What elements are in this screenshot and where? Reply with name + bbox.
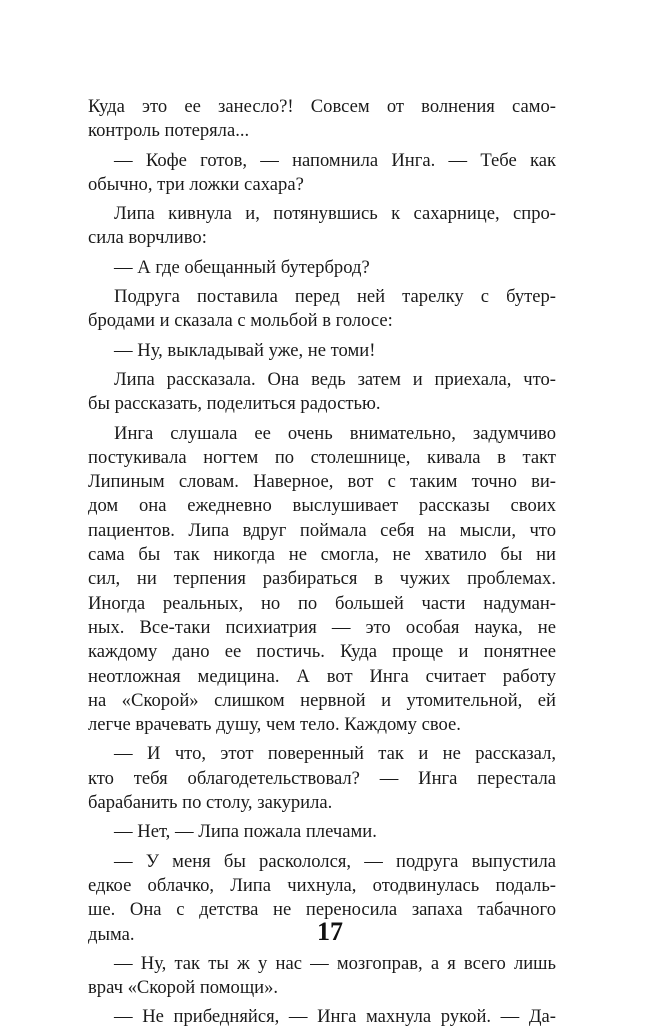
paragraph bbox=[88, 202, 556, 251]
text-line: на «Скорой» слишком нервной и утомительной, ей bbox=[88, 689, 556, 711]
text-line: — А где обещанный бутерброд? bbox=[114, 256, 370, 278]
paragraph bbox=[88, 952, 556, 1001]
text-line: ных. Все-таки психиатрия — это особая наука, не bbox=[88, 616, 556, 638]
text-line: сила ворчливо: bbox=[88, 227, 207, 249]
text-line: ше. Она с детства не переносила запаха табачного bbox=[88, 899, 556, 921]
page-number: 17 bbox=[317, 917, 343, 946]
text-line: Иногда реальных, но по большей части надуман- bbox=[88, 592, 556, 614]
text-line: пациентов. Липа вдруг поймала себя на мысли, что bbox=[88, 519, 556, 541]
paragraph bbox=[88, 368, 556, 417]
page-text-body bbox=[88, 95, 556, 1030]
text-line: бы рассказать, поделиться радостью. bbox=[88, 393, 381, 415]
text-line: врач «Скорой помощи». bbox=[88, 977, 279, 999]
paragraph bbox=[88, 149, 556, 198]
text-line: — Нет, — Липа пожала плечами. bbox=[114, 821, 377, 843]
text-line: неотложная медицина. А вот Инга считает работу bbox=[88, 665, 556, 687]
text-line: Инга слушала ее очень внимательно, задумчиво bbox=[114, 422, 556, 444]
text-line: дыма. bbox=[88, 923, 135, 945]
text-line: Липиным словам. Наверное, вот с таким точно ви- bbox=[88, 471, 556, 493]
text-line: — Ну, так ты ж у нас — мозгоправ, а я всего лишь bbox=[114, 952, 556, 974]
text-line: Липа рассказала. Она ведь затем и приехала, что- bbox=[114, 368, 556, 390]
text-line: — Ну, выкладывай уже, не томи! bbox=[114, 339, 376, 361]
paragraph bbox=[88, 285, 556, 334]
text-line: постукивала ногтем по столешнице, кивала в такт bbox=[88, 446, 556, 468]
text-line: Подруга поставила перед ней тарелку с бутер- bbox=[114, 286, 556, 308]
text-line: легче врачевать душу, чем тело. Каждому свое. bbox=[88, 714, 461, 736]
text-line: сил, ни терпения разбираться в чужих проблемах. bbox=[88, 568, 556, 590]
paragraph bbox=[88, 95, 556, 144]
text-line: — Кофе готов, — напомнила Инга. — Тебе как bbox=[114, 149, 556, 171]
text-line: бродами и сказала с мольбой в голосе: bbox=[88, 310, 393, 332]
text-line: дом она ежедневно выслушивает рассказы своих bbox=[88, 495, 556, 517]
text-line: — У меня бы раскололся, — подруга выпустила bbox=[114, 850, 556, 872]
text-line: Куда это ее занесло?! Совсем от волнения само- bbox=[88, 96, 556, 117]
text-line: каждому дано ее постичь. Куда проще и понятнее bbox=[88, 641, 556, 663]
paragraph bbox=[88, 1005, 556, 1029]
paragraph bbox=[88, 820, 556, 844]
paragraph bbox=[88, 742, 556, 815]
text-line: — Не прибедняйся, — Инга махнула рукой. — Да- bbox=[114, 1006, 556, 1028]
paragraph bbox=[88, 422, 556, 738]
text-line: — И что, этот поверенный так и не рассказал, bbox=[114, 743, 556, 765]
text-line: кто тебя облагодетельствовал? — Инга перестала bbox=[88, 767, 556, 789]
paragraph bbox=[88, 339, 556, 363]
text-line: Липа кивнула и, потянувшись к сахарнице, спро- bbox=[114, 203, 556, 225]
text-line: сама бы так никогда не смогла, не хватило бы ни bbox=[88, 544, 556, 566]
text-line: обычно, три ложки сахара? bbox=[88, 173, 304, 195]
text-line: барабанить по столу, закурила. bbox=[88, 792, 333, 814]
text-line: контроль потеряла... bbox=[88, 120, 250, 142]
paragraph bbox=[88, 256, 556, 280]
text-line: едкое облачко, Липа чихнула, отодвинулась подаль- bbox=[88, 874, 556, 896]
